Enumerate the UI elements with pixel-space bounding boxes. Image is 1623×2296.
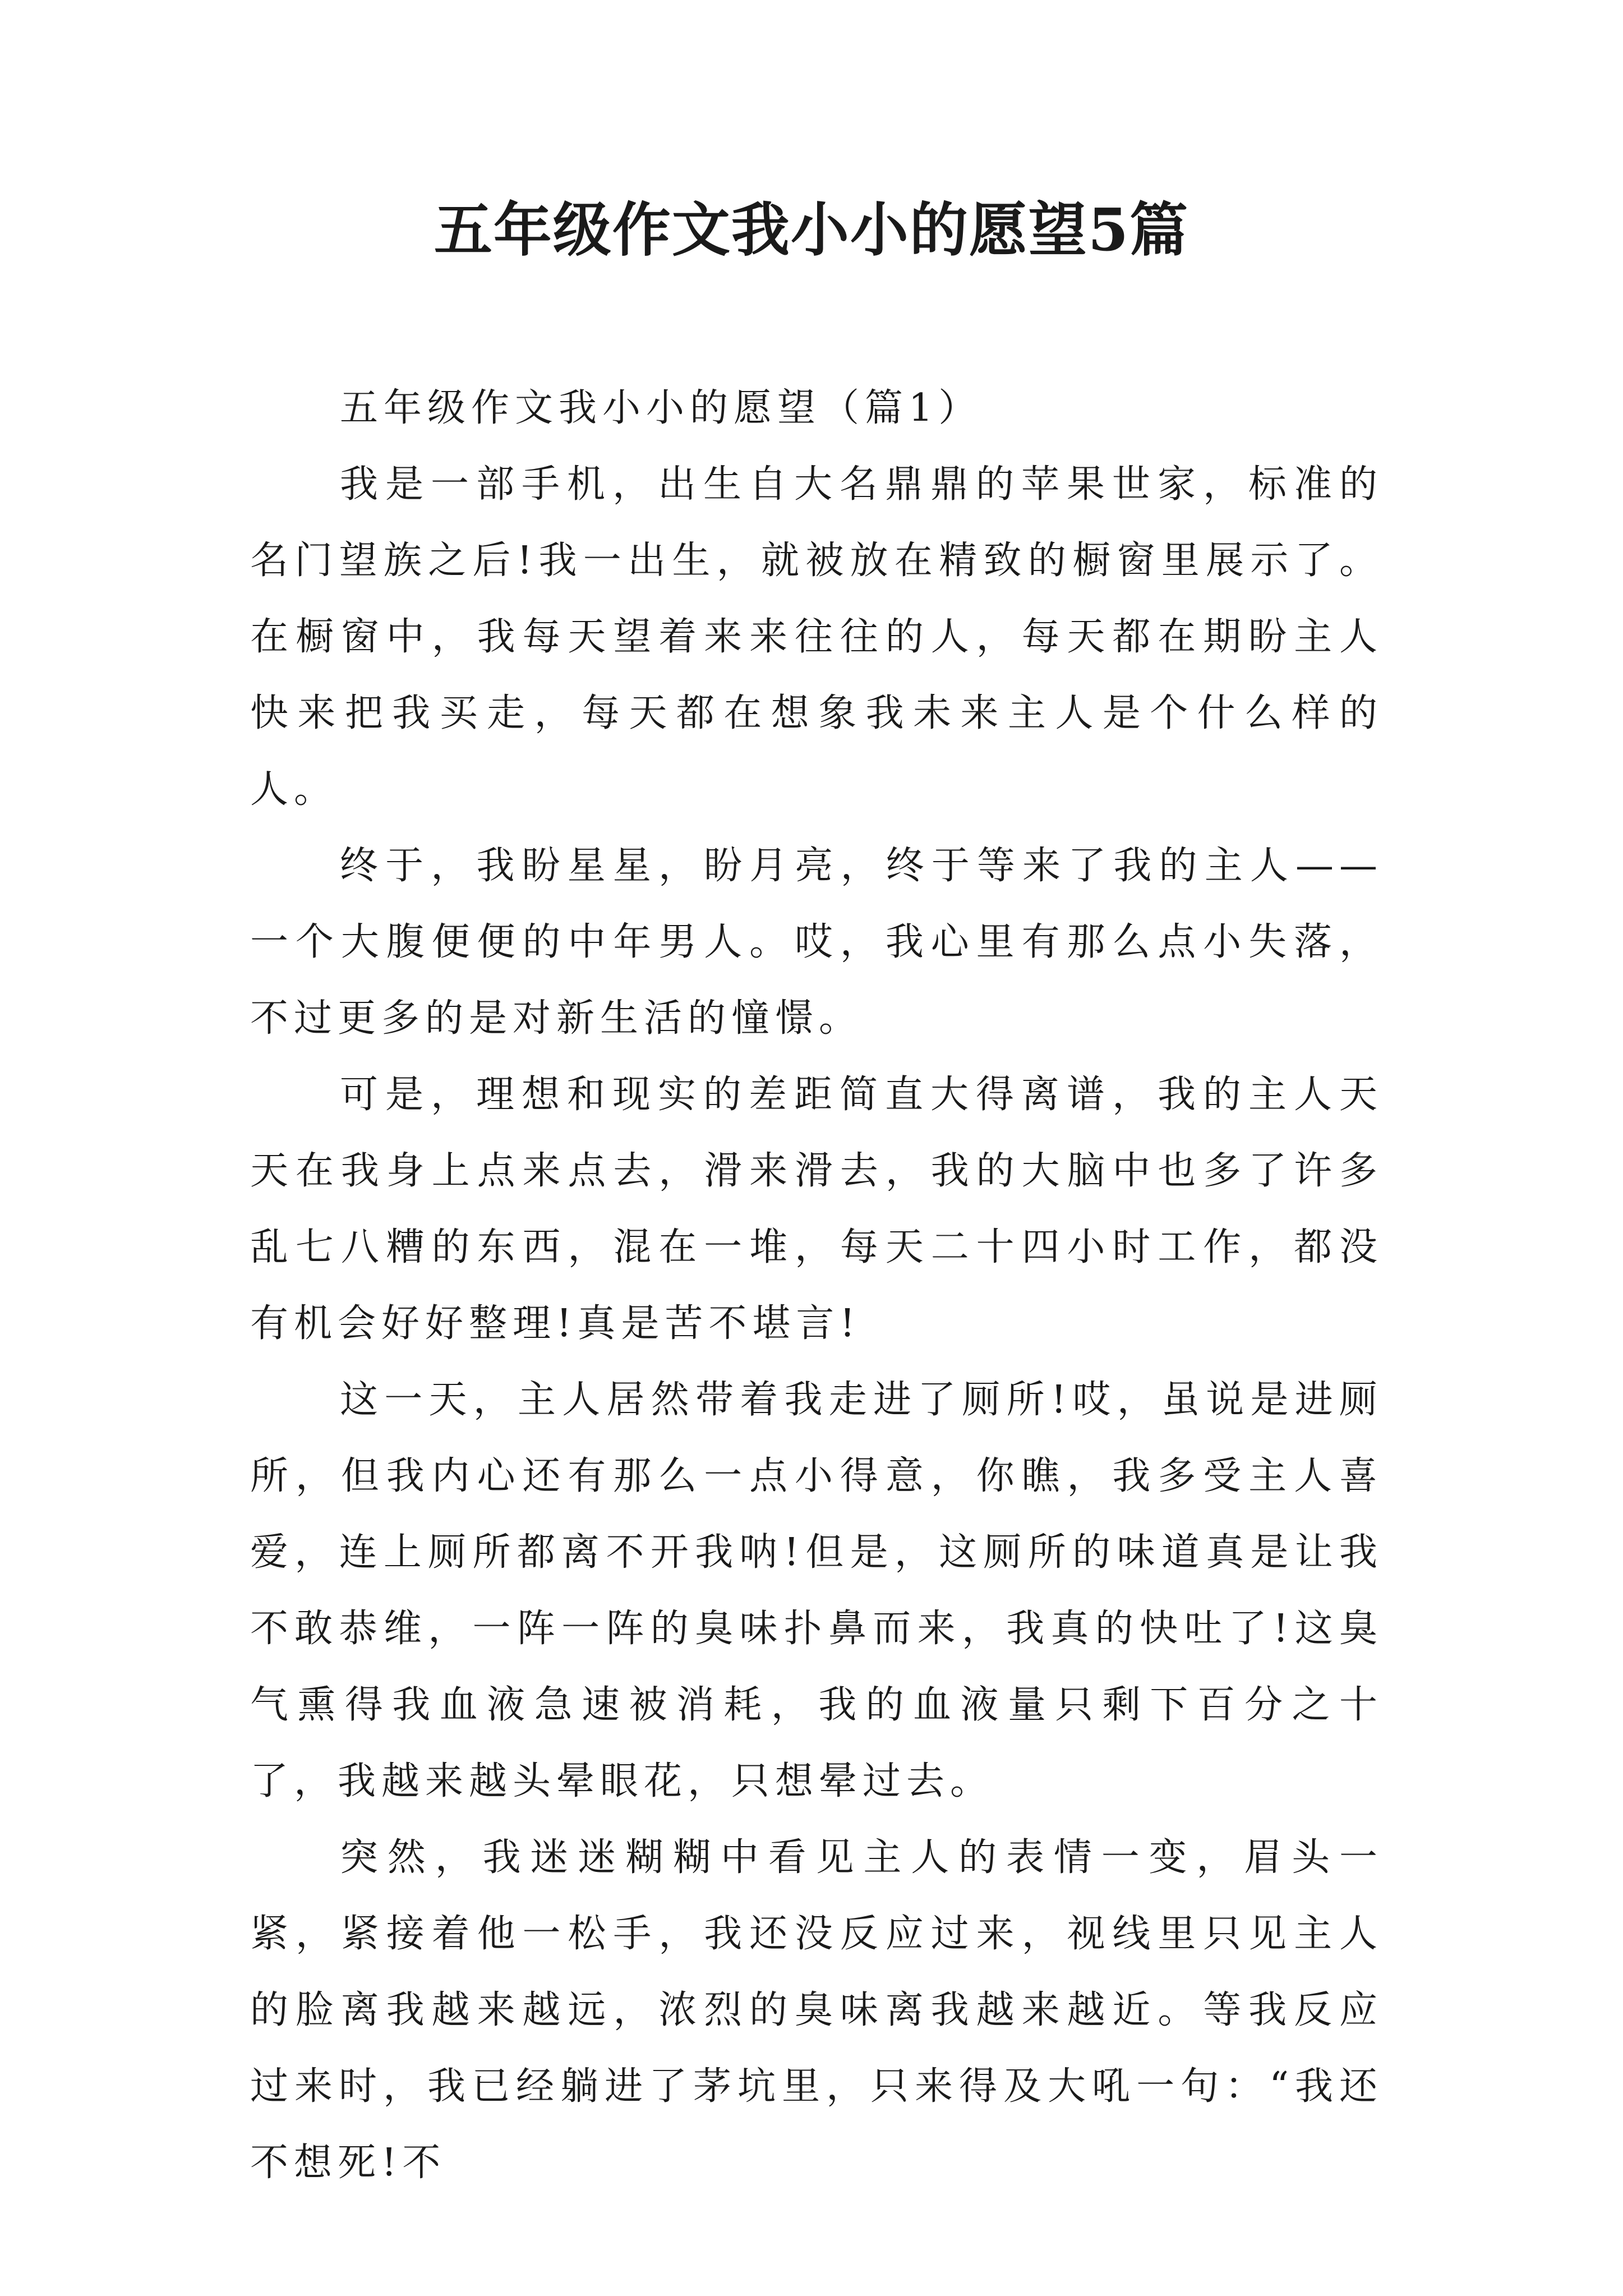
section-heading: 五年级作文我小小的愿望（篇1） — [340, 386, 983, 430]
paragraph: 可是，理想和现实的差距简直大得离谱，我的主人天天在我身上点来点去，滑来滑去，我的大脑中也多了许多乱七八糟的东西，混在一堆，每天二十四小时工作，都没有机会好好整理!真是苦不堪言! — [250, 1073, 1383, 1346]
paragraph: 这一天，主人居然带着我走进了厕所!哎，虽说是进厕所，但我内心还有那么一点小得意，你瞧，我多受主人喜爱，连上厕所都离不开我呐!但是，这厕所的味道真是让我不敢恭维，一阵一阵的臭味扑鼻而来，我真的快吐了!这臭气熏得我血液急速被消耗，我的血液量只剩下百分之十了，我越来越头晕眼花，只想晕过去。 — [250, 1378, 1383, 1803]
paragraph: 突然，我迷迷糊糊中看见主人的表情一变，眉头一紧，紧接着他一松手，我还没反应过来，视线里只见主人的脸离我越来越远，浓烈的臭味离我越来越近。等我反应过来时，我已经躺进了茅坑里，只来得及大吼一句：“我还不想死!不 — [250, 1835, 1383, 2185]
paragraph: 终于，我盼星星，盼月亮，终于等来了我的主人——一个大腹便便的中年男人。哎，我心里有那么点小失落，不过更多的是对新生活的憧憬。 — [250, 844, 1383, 1041]
document-body — [250, 370, 1383, 2201]
document-title: 五年级作文我小小的愿望5篇 — [434, 195, 1189, 264]
paragraph: 我是一部手机，出生自大名鼎鼎的苹果世家，标准的名门望族之后!我一出生，就被放在精致的橱窗里展示了。在橱窗中，我每天望着来来往往的人，每天都在期盼主人快来把我买走，每天都在想象我未来主人是个什么样的人。 — [250, 462, 1383, 812]
